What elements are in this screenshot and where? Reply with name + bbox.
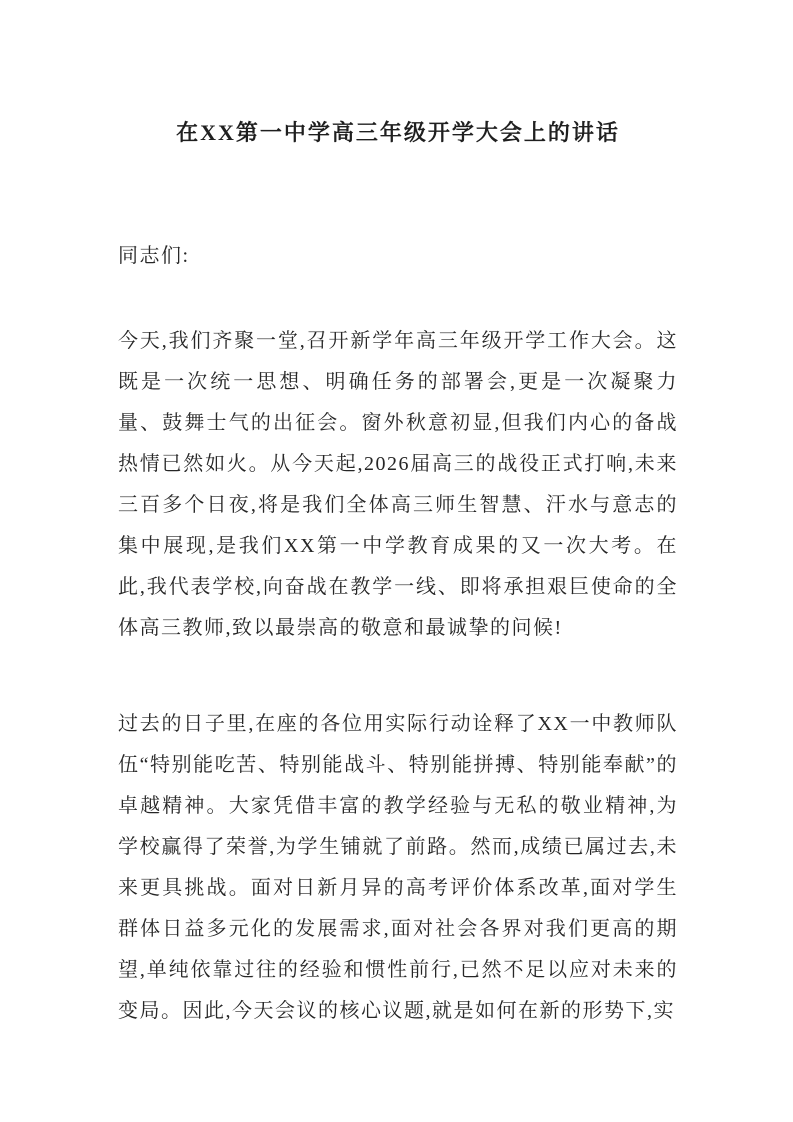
document-title: 在XX第一中学高三年级开学大会上的讲话 (176, 120, 620, 145)
salutation: 同志们: (118, 245, 190, 267)
paragraph-1: 今天,我们齐聚一堂,召开新学年高三年级开学工作大会。这既是一次统一思想、明确任务的部署会,更是一次凝聚力量、鼓舞士气的出征会。窗外秋意初显,但我们内心的备战热情已然如火。从今天起,2026届高三的战役正式打响,未来三百多个日夜,将是我们全体高三师生智慧、汗水与意志的集中展现,是我们XX第一中学教育成果的又一次大考。在此,我代表学校,向奋战在教学一线、即将承担艰巨使命的全体高三教师,致以最崇高的敬意和最诚挚的问候! (118, 330, 678, 639)
paragraph-2: 过去的日子里,在座的各位用实际行动诠释了XX一中教师队伍“特别能吃苦、特别能战斗、特别能拼搏、特别能奉献”的卓越精神。大家凭借丰富的教学经验与无私的敬业精神,为学校赢得了荣誉,为学生铺就了前路。然而,成绩已属过去,未来更具挑战。面对日新月异的高考评价体系改革,面对学生群体日益多元化的发展需求,面对社会各界对我们更高的期望,单纯依靠过往的经验和惯性前行,已然不足以应对未来的变局。因此,今天会议的核心议题,就是如何在新的形势下,实 (118, 713, 678, 1022)
